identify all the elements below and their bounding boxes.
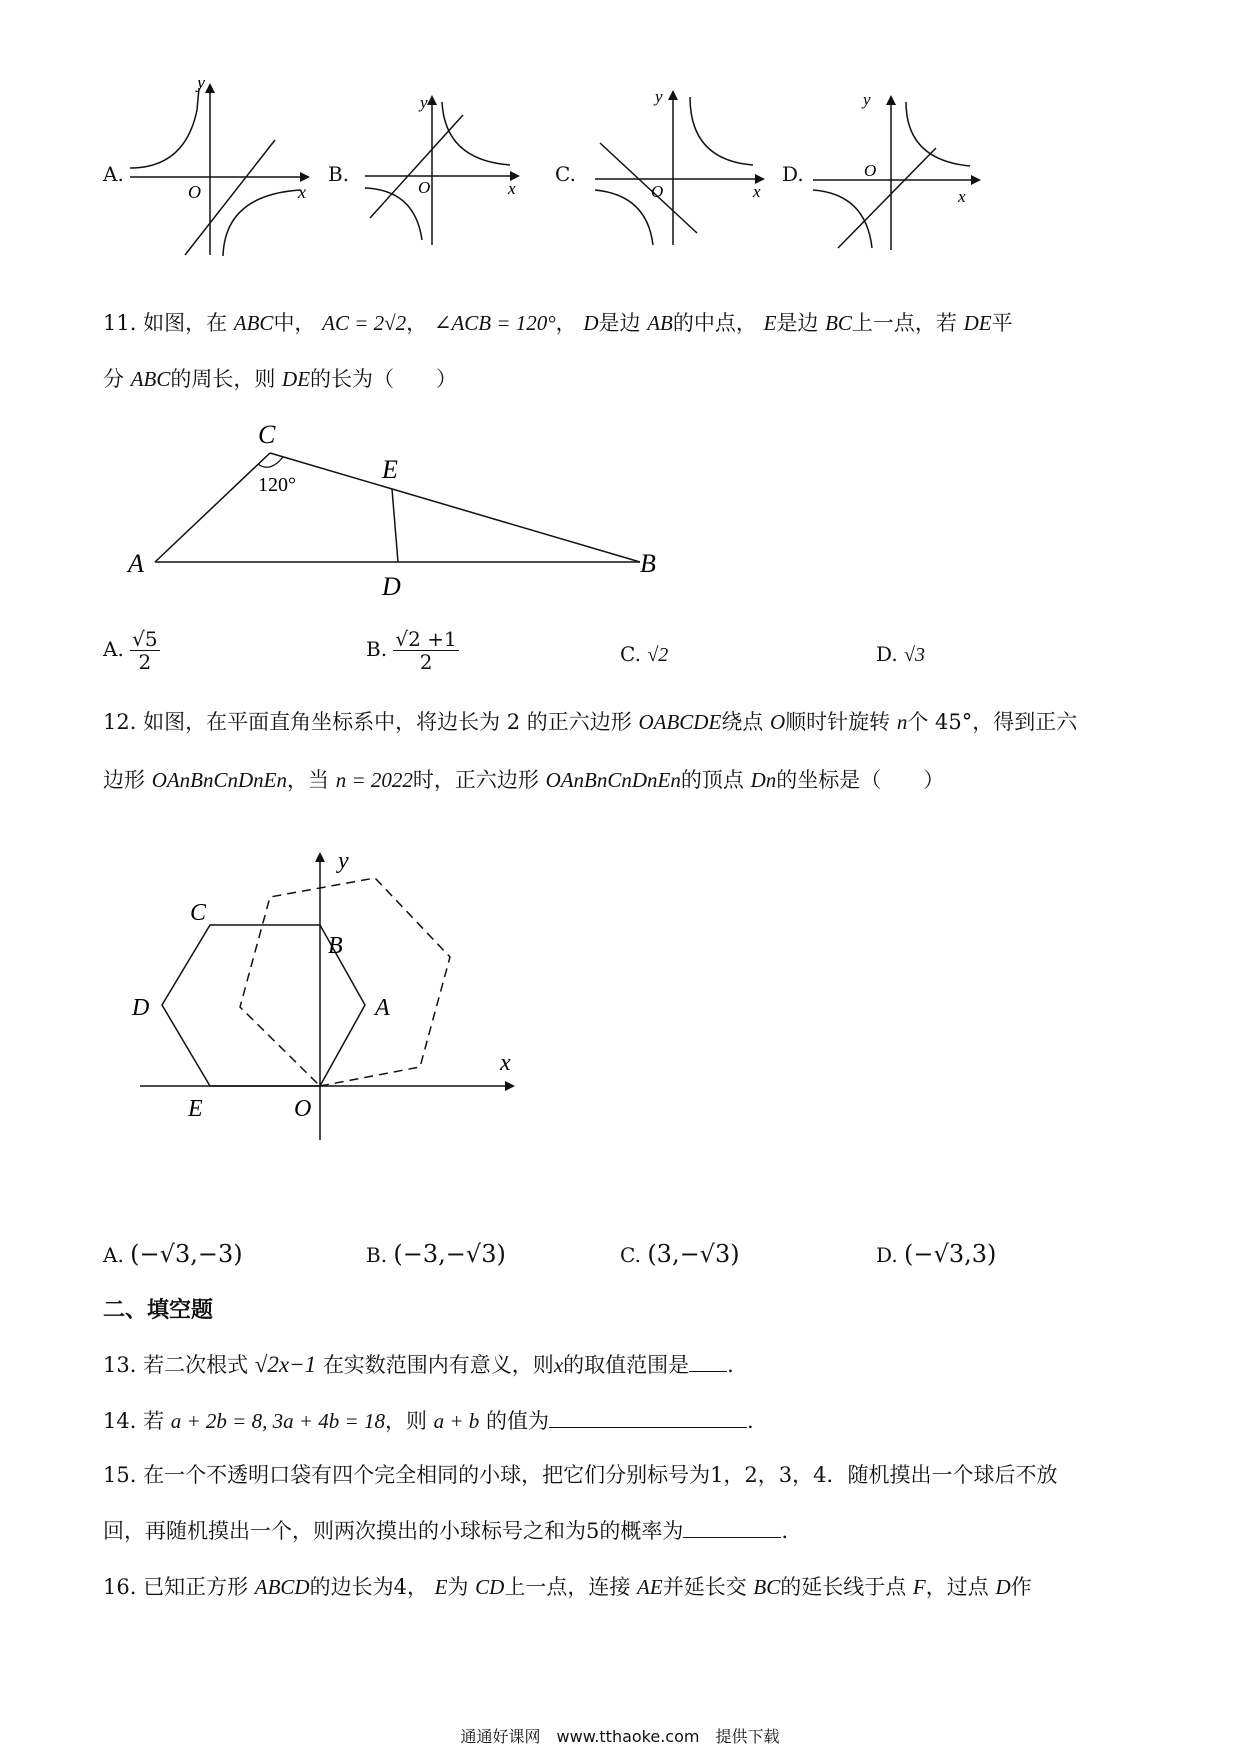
q10-b-origin-label: O	[418, 178, 431, 197]
q10-option-a-label: A.	[103, 162, 124, 186]
q12-option-c: C. (3,−√3)	[620, 1240, 740, 1268]
q12-option-a: A. (−√3,−3)	[103, 1240, 243, 1268]
q11-label-a: A	[128, 549, 144, 578]
q10-graph-c	[585, 85, 775, 250]
q12-label-e: E	[188, 1096, 203, 1122]
q11-option-b: B. $\frac{√2 +1}{2}$	[366, 627, 457, 674]
page-footer: 通通好课网 www.tthaoke.com 提供下载	[460, 1727, 780, 1746]
q12-label-c: C	[190, 900, 207, 926]
q10-a-x-label: x	[298, 182, 306, 202]
q13-text: 13. 若二次根式 √2x−1 在实数范围内有意义，则x的取值范围是 .	[103, 1352, 734, 1377]
q11-label-b: B	[640, 549, 656, 578]
q10-c-y-label: y	[655, 87, 663, 106]
q12-line2: 边形 OAnBnCnDnEn，当 n = 2022时，正六边形 OAnBnCnDnEn的顶点 Dn的坐标是（ ）	[103, 768, 945, 792]
q12-hexagon-figure	[110, 840, 530, 1150]
q10-d-y-label: y	[863, 90, 871, 109]
q14-answer-blank[interactable]	[549, 1407, 747, 1428]
q15-line1: 15. 在一个不透明口袋有四个完全相同的小球，把它们分别标号为1，2，3，4．随机摸出一个球后不放	[103, 1463, 1058, 1487]
q11-line2: 分 ABC的周长，则 DE的长为（ ）	[103, 367, 458, 391]
q10-graph-b	[360, 90, 530, 250]
q10-b-x-label: x	[508, 179, 516, 198]
q15-answer-blank[interactable]	[683, 1517, 781, 1538]
q11-label-d: D	[382, 572, 401, 595]
q12-label-d: D	[132, 995, 150, 1021]
q10-option-d-label: D.	[782, 162, 804, 186]
q10-d-origin-label: O	[864, 161, 877, 180]
q10-option-c-label: C.	[555, 162, 576, 186]
q10-a-origin-label: O	[188, 182, 201, 202]
q11-label-c: C	[258, 420, 276, 449]
section-title-fill-blank: 二、填空题	[103, 1298, 214, 1323]
q12-axis-x-label: x	[500, 1050, 511, 1076]
q12-axis-y-label: y	[338, 848, 349, 874]
q10-graph-d	[808, 90, 998, 255]
q11-option-a: A. $\frac{√5}{2}$	[103, 627, 158, 674]
q12-option-b: B. (−3,−√3)	[366, 1240, 506, 1268]
q10-b-y-label: y	[420, 93, 428, 112]
q11-option-d: D. √3	[876, 642, 926, 666]
q11-label-e: E	[382, 455, 398, 484]
q10-a-y-label: y	[197, 80, 205, 92]
q11-line1: 11. 如图，在 ABC中， AC = 2√2， ∠ACB = 120°， D是边 AB的中点， E是边 BC上一点，若 DE平	[103, 311, 1013, 335]
q10-c-origin-label: O	[651, 182, 664, 201]
q10-graph-a	[125, 80, 315, 260]
q15-line2: 回，再随机摸出一个，则两次摸出的小球标号之和为5的概率为 .	[103, 1519, 789, 1543]
q12-label-o: O	[294, 1096, 312, 1122]
q14-text: 14. 若 a + 2b = 8, 3a + 4b = 18，则 a + b 的值为 .	[103, 1409, 754, 1433]
q12-label-a: A	[375, 995, 390, 1021]
q13-answer-blank[interactable]	[689, 1351, 727, 1372]
q10-d-x-label: x	[958, 187, 966, 206]
q11-label-angle: 120°	[258, 474, 296, 496]
q16-text: 16. 已知正方形 ABCD的边长为4， E为 CD上一点，连接 AE并延长交 BC的延长线于点 F，过点 D作	[103, 1575, 1032, 1599]
q11-option-c: C. √2	[620, 642, 669, 666]
q10-c-x-label: x	[753, 182, 761, 201]
q12-option-d: D. (−√3,3)	[876, 1240, 997, 1268]
q11-triangle-figure	[110, 415, 670, 595]
q10-option-b-label: B.	[328, 162, 350, 186]
q12-line1: 12. 如图，在平面直角坐标系中，将边长为 2 的正六边形 OABCDE绕点 O顺时针旋转 n个 45°，得到正六	[103, 710, 1078, 734]
q12-label-b: B	[328, 933, 343, 959]
